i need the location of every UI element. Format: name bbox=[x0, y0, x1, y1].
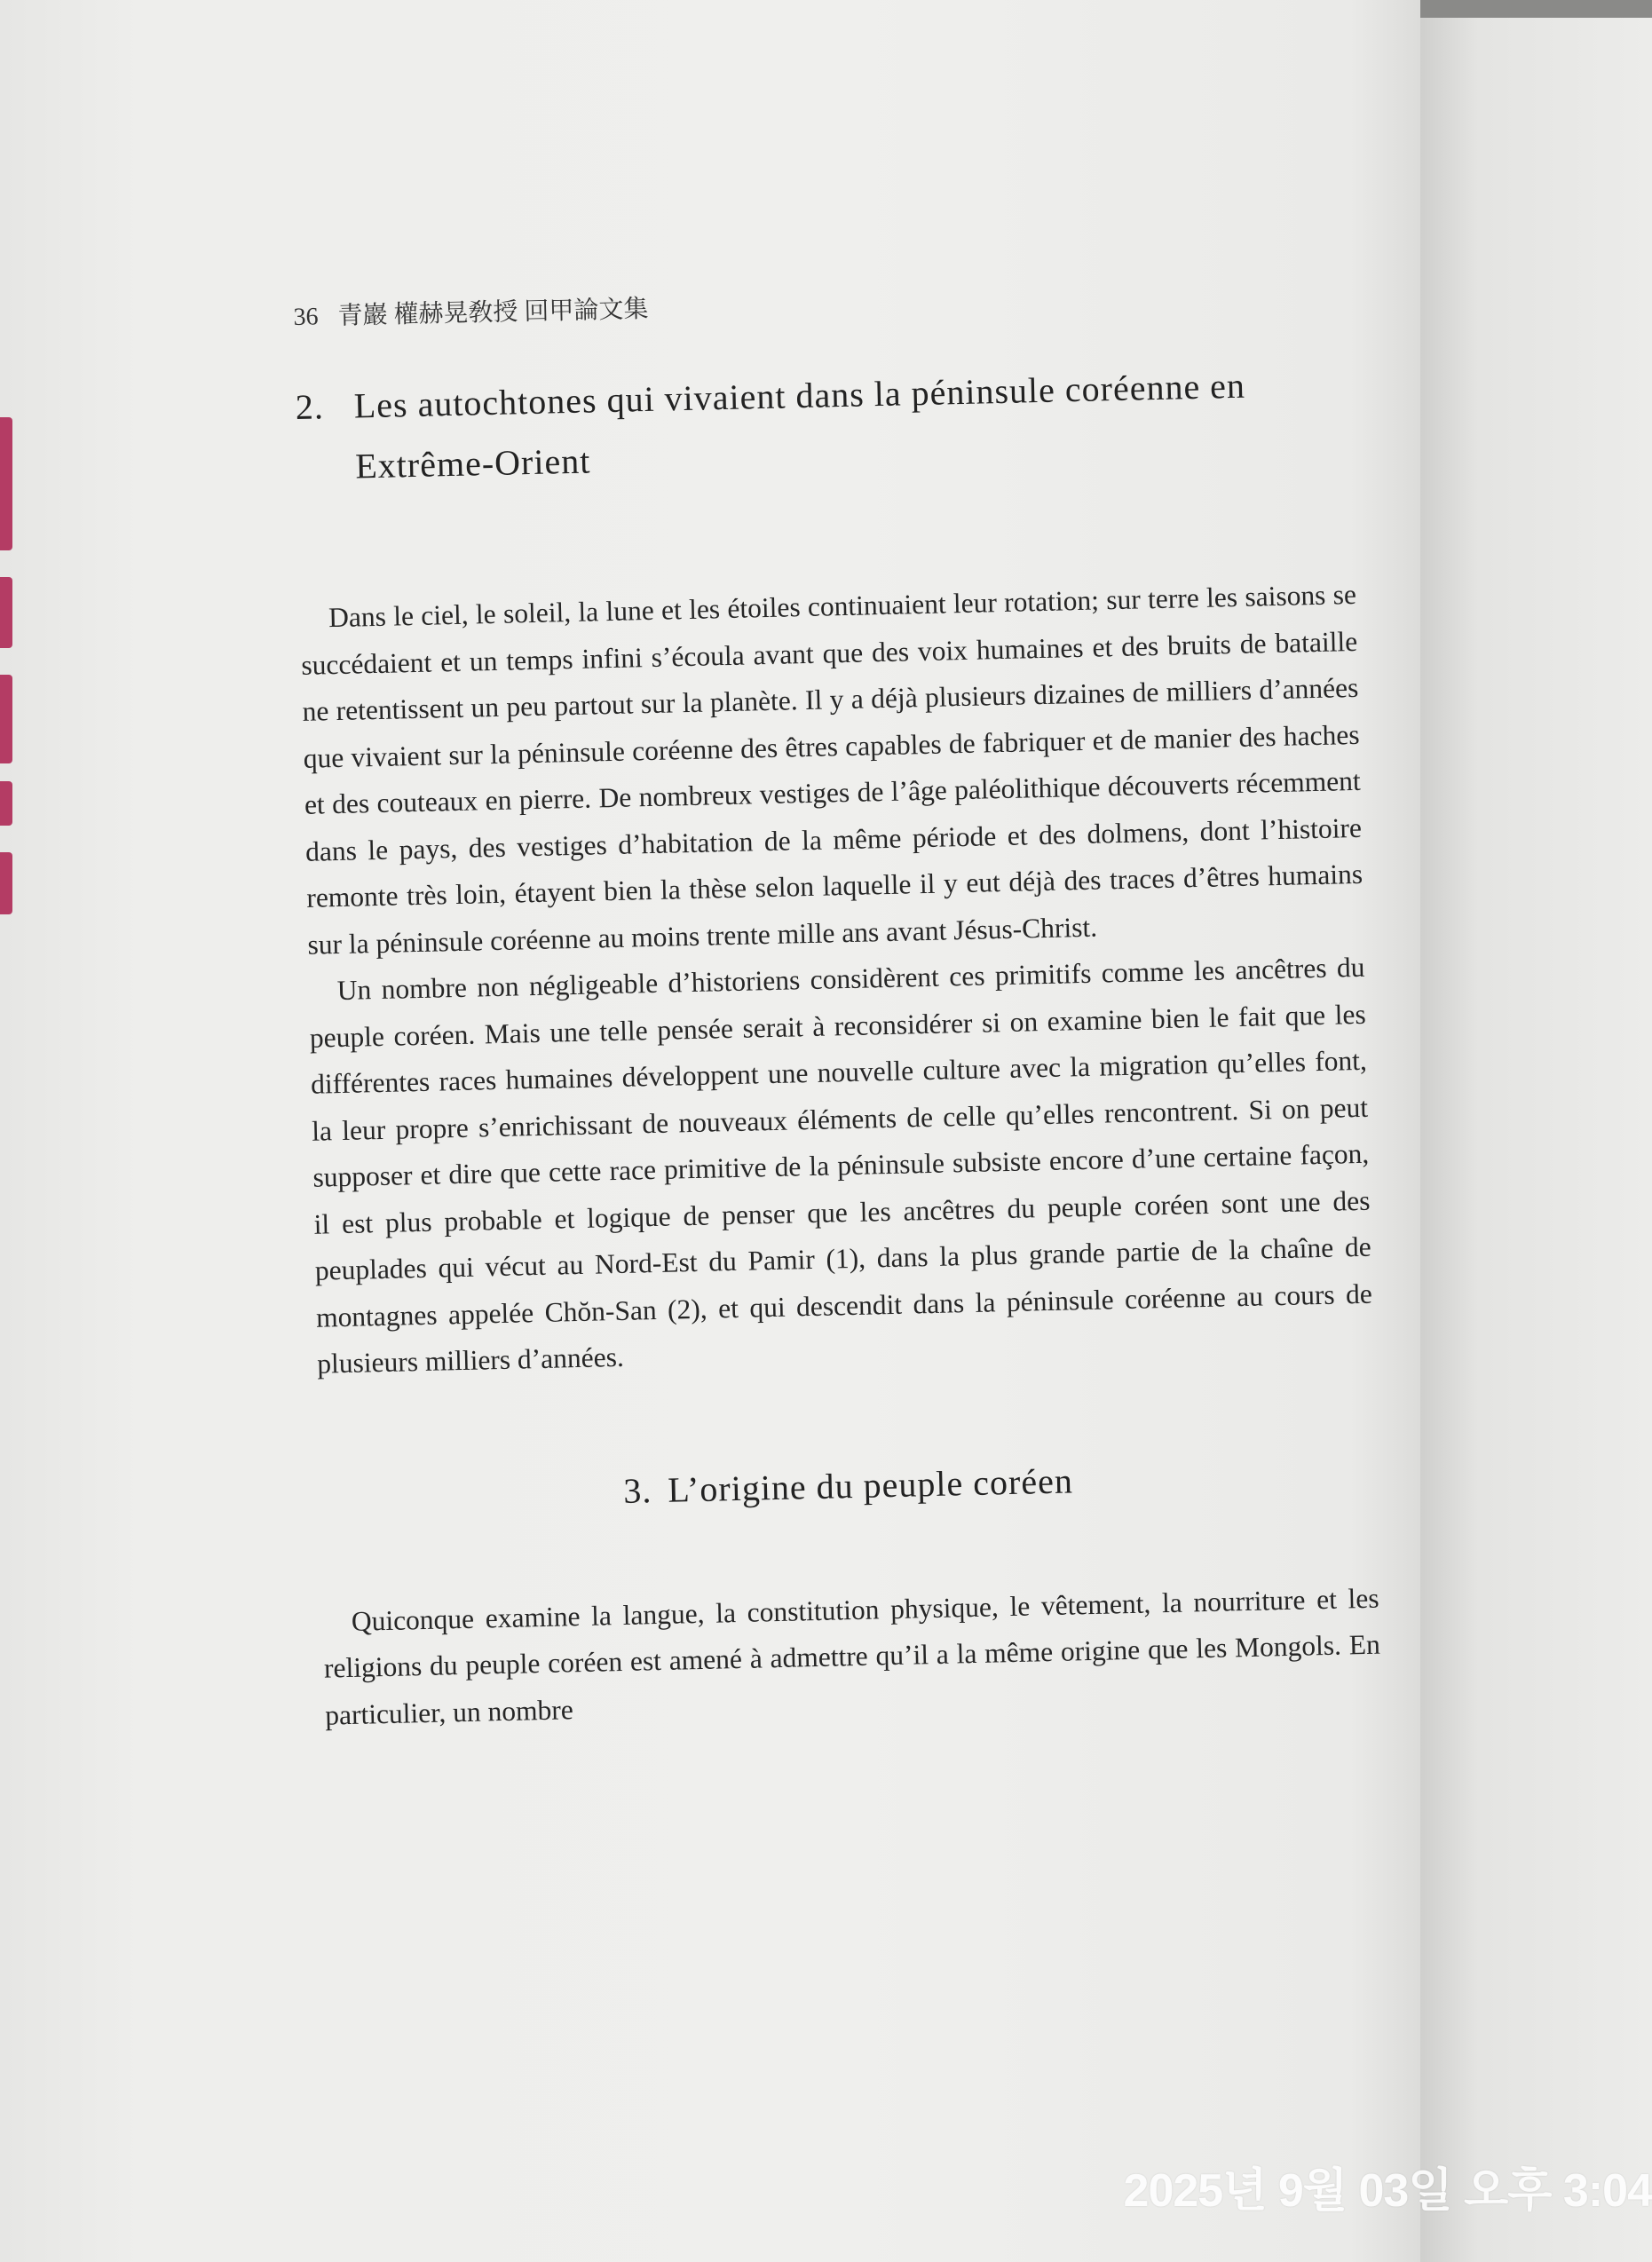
section-title: Les autochtones qui vivaient dans la péninsule coréenne en Extrême-Orient bbox=[353, 365, 1246, 486]
page-number: 36 bbox=[293, 303, 319, 331]
running-head-title: 青巖 權赫晃敎授 回甲論文集 bbox=[337, 295, 649, 330]
section-number: 3. bbox=[622, 1469, 652, 1511]
photo-date-stamp: 2025년 9월 03일 오후 3:04 bbox=[1123, 2165, 1652, 2217]
section-title: L’origine du peuple coréen bbox=[667, 1459, 1074, 1510]
left-edge-tab bbox=[0, 577, 12, 648]
section-number: 2. bbox=[295, 386, 325, 427]
paragraph: Un nombre non négligeable d’historiens considèrent ces primitifs comme les ancêtres du peuple coréen. Mais une telle pensée serait à reconsidérer si on examine bien le fait que les différentes races humaines développent une nouvelle culture avec la migration qu’elles font, la leur propre s’enrichissant de nouveaux éléments de celle qu’elles rencontrent. Si on peut supposer et dire que cette race primitive de la péninsule subsiste encore d’une certaine façon, il est plus probable et logique de penser que les ancêtres du peuple coréen sont une des peuplades qui vécut au Nord-Est du Pamir (1), dans la plus grande partie de la chaîne de montagnes appelée Chŏn-San (2), et qui descendit dans la péninsule coréenne au cours de plusieurs milliers d’années. bbox=[309, 951, 1373, 1380]
left-edge-tab bbox=[0, 781, 12, 826]
paragraph: Quiconque examine la langue, la constitution physique, le vêtement, la nourriture et les religions du peuple coréen est amené à admettre qu’il a la même origine que les Mongols. En particulier, un nombre bbox=[323, 1582, 1381, 1731]
left-edge-tab bbox=[0, 417, 12, 550]
paragraph: Dans le ciel, le soleil, la lune et les étoiles continuaient leur rotation; sur terre les saisons se succédaient et un temps infini s’écoula avant que des voix humaines et des bruits de bataille ne retentissent un peu partout sur la planète. Il y a déjà plusieurs dizaines de milliers d’années que vivaient sur la péninsule coréenne des êtres capables de fabriquer et de manier des haches et des couteaux en pierre. De nombreux vestiges de l’âge paléolithique découverts récemment dans le pays, des vestiges d’habitation de la même période et des dolmens, dont l’histoire remonte très loin, étayent bien la thèse selon laquelle il y eut déjà des traces d’êtres humains sur la péninsule coréenne au moins trente mille ans avant Jésus-Christ. bbox=[300, 578, 1363, 961]
left-edge-tab bbox=[0, 852, 12, 914]
section-heading bbox=[295, 353, 1354, 498]
section-heading bbox=[320, 1443, 1377, 1528]
next-page-edge bbox=[1420, 18, 1652, 2262]
left-edge-tab bbox=[0, 675, 12, 763]
page-content bbox=[293, 273, 1382, 1739]
